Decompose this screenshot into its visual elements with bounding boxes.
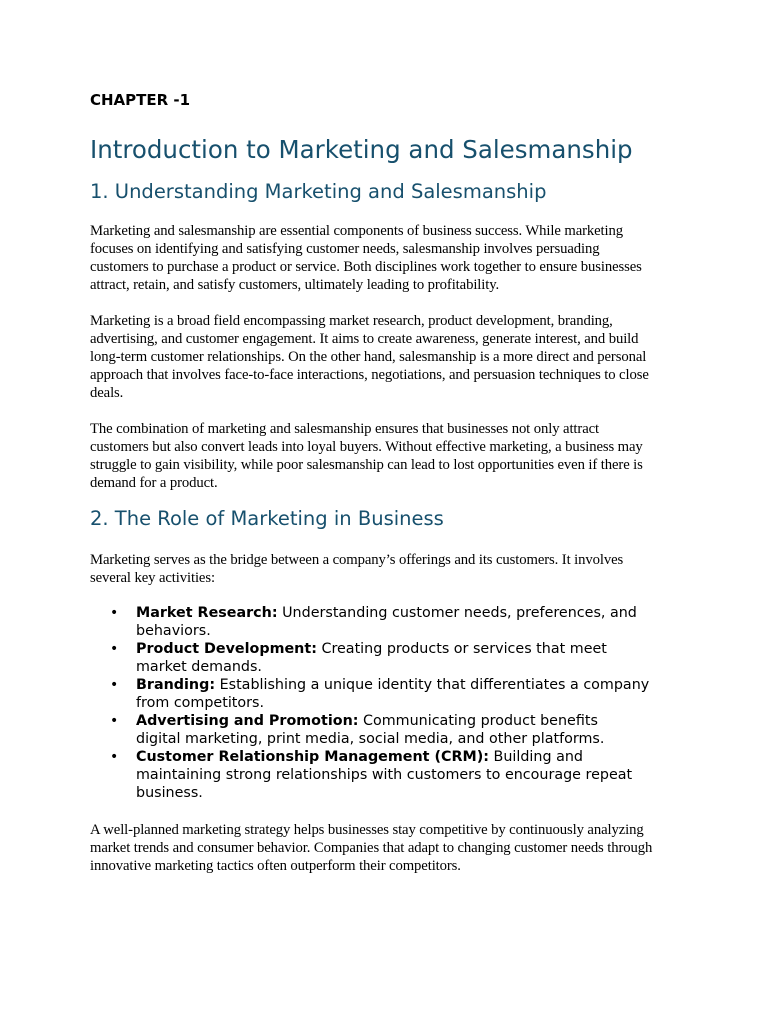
text-line: customers but also convert leads into loyal buyers. Without effective marketing, a business may — [90, 439, 643, 455]
text-line: demand for a product. — [90, 475, 218, 491]
list-item-product-development — [90, 640, 680, 676]
text-line: business. — [136, 785, 203, 801]
section-heading-understanding: 1. Understanding Marketing and Salesmanship — [90, 180, 547, 203]
text-line: market trends and consumer behavior. Companies that adapt to changing customer needs through — [90, 840, 653, 856]
bullet-text: Communicating product benefits — [358, 713, 598, 729]
text-line: deals. — [90, 385, 124, 401]
text-line — [136, 604, 680, 622]
text-line: from competitors. — [136, 695, 265, 711]
bullet-term: Market Research: — [136, 605, 278, 621]
text-line: A well-planned marketing strategy helps businesses stay competitive by continuously analyzing — [90, 822, 644, 838]
text-line: focuses on identifying and satisfying customer needs, salesmanship involves persuading — [90, 241, 600, 257]
text-line: long-term customer relationships. On the other hand, salesmanship is a more direct and personal — [90, 349, 647, 365]
bullet-term: Branding: — [136, 677, 216, 693]
text-line: approach that involves face-to-face interactions, negotiations, and persuasion techniques to close — [90, 367, 649, 383]
text-line: struggle to gain visibility, while poor salesmanship can lead to lost opportunities even if there is — [90, 457, 643, 473]
bullet-term: Product Development: — [136, 641, 317, 657]
text-line: maintaining strong relationships with customers to encourage repeat — [136, 767, 633, 783]
key-activities-list — [90, 604, 680, 802]
list-item-crm — [90, 748, 680, 802]
text-line: several key activities: — [90, 570, 215, 586]
text-line: customers to purchase a product or service. Both disciplines work together to ensure businesses — [90, 259, 642, 275]
list-item-branding — [90, 676, 680, 712]
text-line — [136, 676, 680, 694]
document-title: Introduction to Marketing and Salesmanship — [90, 135, 633, 164]
bullet-text: Understanding customer needs, preferences, and — [277, 605, 637, 621]
text-line: behaviors. — [136, 623, 211, 639]
chapter-label: CHAPTER -1 — [90, 91, 191, 109]
text-line: market demands. — [136, 659, 262, 675]
document-page — [90, 90, 680, 875]
paragraph-bridge — [90, 551, 680, 587]
text-line: Marketing serves as the bridge between a company’s offerings and its customers. It involves — [90, 552, 624, 568]
text-line: innovative marketing tactics often outperform their competitors. — [90, 858, 461, 874]
paragraph-intro — [90, 222, 680, 294]
bullet-text: Creating products or services that meet — [316, 641, 607, 657]
bullet-icon: • — [110, 605, 119, 621]
text-line: Marketing is a broad field encompassing market research, product development, branding, — [90, 313, 613, 329]
paragraph-strategy — [90, 821, 680, 875]
text-line — [136, 748, 680, 766]
text-line: The combination of marketing and salesmanship ensures that businesses not only attract — [90, 421, 600, 437]
text-line — [136, 712, 680, 730]
section-heading-role-of-marketing: 2. The Role of Marketing in Business — [90, 507, 444, 530]
text-line: attract, retain, and satisfy customers, ultimately leading to profitability. — [90, 277, 500, 293]
bullet-icon: • — [110, 677, 119, 693]
paragraph-marketing-field — [90, 312, 680, 402]
bullet-icon: • — [110, 713, 119, 729]
text-line: Marketing and salesmanship are essential components of business success. While marketing — [90, 223, 624, 239]
list-item-market-research — [90, 604, 680, 640]
text-line — [136, 640, 680, 658]
list-item-advertising-promotion — [90, 712, 680, 748]
bullet-text: Establishing a unique identity that differentiates a company — [215, 677, 650, 693]
bullet-icon: • — [110, 749, 119, 765]
paragraph-combination — [90, 420, 680, 492]
bullet-term: Customer Relationship Management (CRM): — [136, 749, 489, 765]
text-line: advertising, and customer engagement. It aims to create awareness, generate interest, and build — [90, 331, 639, 347]
bullet-text: Building and — [488, 749, 583, 765]
bullet-term: Advertising and Promotion: — [136, 713, 359, 729]
bullet-icon: • — [110, 641, 119, 657]
text-line: digital marketing, print media, social media, and other platforms. — [136, 731, 605, 747]
